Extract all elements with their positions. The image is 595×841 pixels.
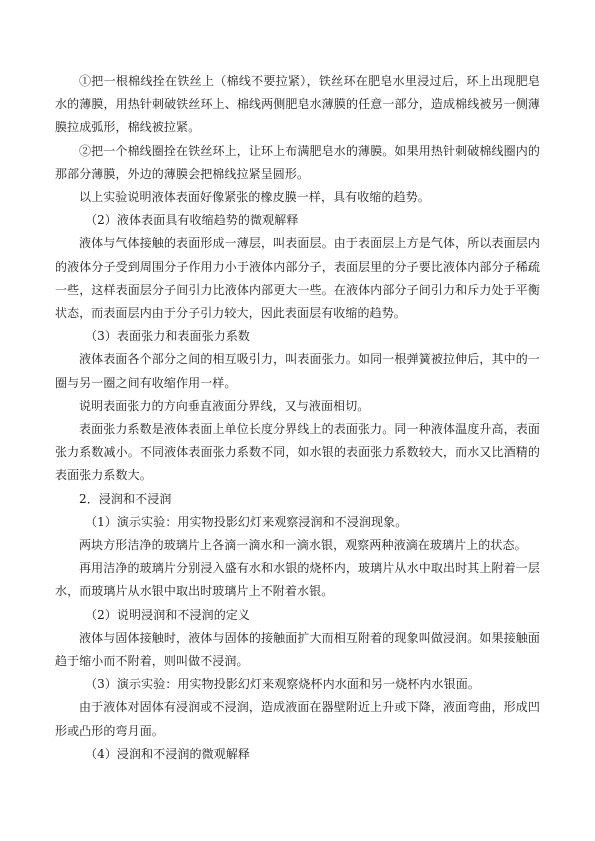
paragraph-glass-drops: 两块方形洁净的玻璃片上各滴一滴水和一滴水银，观察两种液滴在玻璃片上的状态。 [79,538,527,553]
heading-demo-wetting: （1）演示实验：用实物投影幻灯来观察浸润和不浸润现象。 [85,514,408,529]
heading-demo-meniscus: （3）演示实验：用实物投影幻灯来观察烧杯内水面和另一烧杯内水银面。 [85,677,480,692]
heading-wetting-micro: （4）浸润和不浸润的微观解释 [85,746,251,761]
heading-wetting: 2．浸润和不浸润 [79,491,172,506]
heading-micro-explanation: （2）液体表面具有收缩趋势的微观解释 [85,213,299,228]
paragraph-wetting-definition: 液体与固体接触时，液体与固体的接触面扩大而相互附着的现象叫做浸润。如果接触面趋于缩小而不附着，则叫做不浸润。 [55,630,540,669]
paragraph-tension-direction: 说明表面张力的方向垂直液面分界线，又与液面相切。 [79,398,370,413]
paragraph-tension-coefficient: 表面张力系数是液体表面上单位长度分界线上的表面张力。同一种液体温度升高，表面张力系数减小。不同液体表面张力系数不同，如水银的表面张力系数较大，而水又比酒精的表面张力系数大。 [55,422,540,483]
paragraph-meniscus: 由于液体对固体有浸润或不浸润，造成液面在器壁附近上升或下降，液面弯曲，形成凹形或凸形的弯月面。 [55,700,540,738]
paragraph-glass-immersion: 再用洁净的玻璃片分别浸入盛有水和水银的烧杯内，玻璃片从水中取出时其上附着一层水，而玻璃片从水银中取出时玻璃片上不附着水银。 [55,561,540,599]
paragraph-cotton-loop-experiment: ②把一个棉线圈拴在铁丝环上，让环上布满肥皂水的薄膜。如果用热针刺破棉线圈内的那部分薄膜，外边的薄膜会把棉线拉紧呈圆形。 [55,143,540,181]
paragraph-experiment-conclusion: 以上实验说明液体表面好像紧张的橡皮膜一样，具有收缩的趋势。 [79,190,430,205]
paragraph-cotton-thread-experiment: ①把一根棉线拴在铁丝上（棉线不要拉紧），铁丝环在肥皂水里浸过后，环上出现肥皂水的薄膜，用热针刺破铁丝环上、棉线两侧肥皂水薄膜的任意一部分，造成棉线被另一侧薄膜拉成弧形，棉线被拉紧。 [55,74,540,135]
heading-wetting-definition: （2）说明浸润和不浸润的定义 [85,607,251,622]
document-page [55,70,540,766]
heading-surface-tension: （3）表面张力和表面张力系数 [85,329,251,344]
paragraph-surface-layer: 液体与气体接触的表面形成一薄层，叫表面层。由于表面层上方是气体，所以表面层内的液体分子受到周围分子作用力小于液体内部分子，表面层里的分子要比液体内部分子稀疏一些，这样表面层分子间引力比液体内部更大一些。在液体内部分子间引力和斥力处于平衡状态，而表面层内由于分子引力较大，因此表面层有收缩的趋势。 [55,236,540,321]
paragraph-surface-tension-definition: 液体表面各个部分之间的相互吸引力，叫表面张力。如同一根弹簧被拉伸后，其中的一圈与另一圈之间有收缩作用一样。 [55,352,540,390]
